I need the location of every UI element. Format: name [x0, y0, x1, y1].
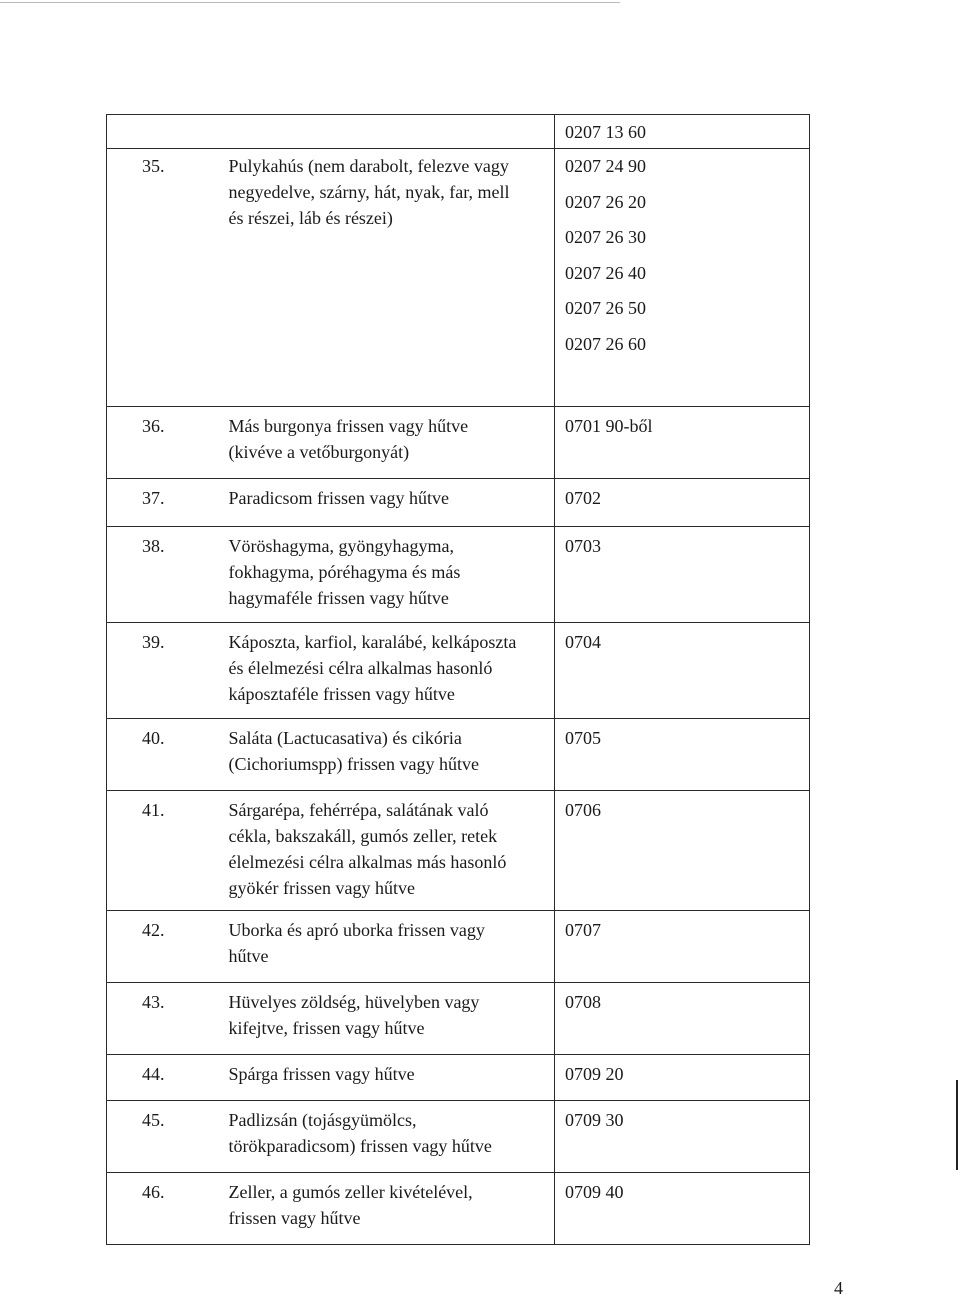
code-cell — [555, 791, 810, 911]
code-list — [555, 115, 809, 145]
row-number: 43. — [142, 992, 165, 1012]
code-cell — [555, 407, 810, 479]
code-cell — [555, 1101, 810, 1173]
row-number-cell — [107, 719, 217, 791]
row-number-cell — [107, 149, 217, 407]
row-number-cell — [107, 623, 217, 719]
description-line: Spárga frissen vagy hűtve — [228, 1064, 415, 1084]
row-number: 41. — [142, 800, 165, 820]
row-number: 42. — [142, 920, 165, 940]
row-description — [217, 149, 555, 231]
tariff-code: 0708 — [565, 992, 601, 1012]
description-cell — [217, 623, 555, 719]
description-line: Zeller, a gumós zeller kivételével, — [228, 1182, 473, 1202]
table-row — [107, 983, 810, 1055]
description-cell — [217, 1173, 555, 1245]
tariff-code: 0704 — [565, 632, 601, 652]
tariff-code: 0706 — [565, 800, 601, 820]
tariff-code: 0207 24 90 — [565, 156, 646, 176]
description-line: törökparadicsom) frissen vagy hűtve — [228, 1136, 492, 1156]
row-number: 38. — [142, 536, 165, 556]
description-cell — [217, 719, 555, 791]
row-description — [217, 1101, 555, 1159]
code-cell — [555, 1173, 810, 1245]
row-description — [217, 791, 555, 901]
description-line: Padlizsán (tojásgyümölcs, — [228, 1110, 417, 1130]
tariff-code: 0207 26 30 — [565, 227, 646, 247]
description-line: káposztaféle frissen vagy hűtve — [228, 684, 455, 704]
code-cell — [555, 911, 810, 983]
scan-top-rule — [0, 2, 620, 3]
description-line: Pulykahús (nem darabolt, felezve vagy — [228, 156, 509, 176]
page-number: 4 — [834, 1278, 843, 1298]
description-line: frissen vagy hűtve — [228, 1208, 361, 1228]
row-number — [107, 115, 217, 121]
code-cell — [555, 115, 810, 149]
description-line: és élelmezési célra alkalmas hasonló — [228, 658, 493, 678]
scan-edge-mark — [956, 1080, 958, 1170]
row-number: 40. — [142, 728, 165, 748]
row-number: 35. — [142, 156, 165, 176]
description-line: (Cichoriumspp) frissen vagy hűtve — [228, 754, 479, 774]
description-cell — [217, 479, 555, 527]
tariff-table — [106, 114, 810, 1245]
row-description — [217, 1055, 555, 1087]
row-number-cell — [107, 407, 217, 479]
code-list — [555, 1101, 809, 1133]
description-line: cékla, bakszakáll, gumós zeller, retek — [228, 826, 498, 846]
tariff-code: 0207 26 20 — [565, 191, 646, 212]
row-description — [217, 407, 555, 465]
description-line: élelmezési célra alkalmas más hasonló — [228, 852, 507, 872]
row-description — [217, 527, 555, 611]
code-list — [555, 983, 809, 1015]
tariff-code: 0207 26 50 — [565, 298, 646, 318]
table-row — [107, 1101, 810, 1173]
table-row — [107, 791, 810, 911]
tariff-table-body — [107, 115, 810, 1245]
description-cell — [217, 407, 555, 479]
table-row — [107, 1173, 810, 1245]
description-cell — [217, 115, 555, 149]
table-row — [107, 623, 810, 719]
code-list — [555, 1055, 809, 1087]
row-number-cell — [107, 115, 217, 149]
tariff-code: 0707 — [565, 920, 601, 940]
code-list — [555, 719, 809, 751]
table-row — [107, 115, 810, 149]
table-row — [107, 149, 810, 407]
description-line: Sárgarépa, fehérrépa, salátának való — [228, 800, 489, 820]
description-line: Vöröshagyma, gyöngyhagyma, — [228, 536, 454, 556]
row-number: 36. — [142, 416, 165, 436]
description-line: hűtve — [228, 946, 269, 966]
row-number-cell — [107, 1055, 217, 1101]
description-line: fokhagyma, póréhagyma és más — [228, 562, 461, 582]
description-line: Saláta (Lactucasativa) és cikória — [228, 728, 462, 748]
code-list — [555, 149, 809, 362]
code-list — [555, 623, 809, 655]
description-line: Más burgonya frissen vagy hűtve — [228, 416, 469, 436]
table-row — [107, 479, 810, 527]
tariff-code: 0705 — [565, 728, 601, 748]
row-description — [217, 719, 555, 777]
description-cell — [217, 1101, 555, 1173]
table-row — [107, 719, 810, 791]
description-line: hagymaféle frissen vagy hűtve — [228, 588, 449, 608]
tariff-code: 0702 — [565, 488, 601, 508]
description-cell — [217, 1055, 555, 1101]
tariff-code: 0703 — [565, 536, 601, 556]
tariff-code: 0709 30 — [565, 1110, 624, 1130]
code-cell — [555, 1055, 810, 1101]
row-number: 44. — [142, 1064, 165, 1084]
description-cell — [217, 791, 555, 911]
row-description — [217, 1173, 555, 1231]
tariff-code: 0207 26 40 — [565, 262, 646, 283]
tariff-code: 0709 20 — [565, 1064, 624, 1084]
row-number-cell — [107, 1173, 217, 1245]
code-list — [555, 527, 809, 559]
row-number-cell — [107, 791, 217, 911]
description-cell — [217, 527, 555, 623]
code-list — [555, 1173, 809, 1205]
row-description — [217, 115, 555, 121]
code-list — [555, 911, 809, 943]
table-row — [107, 407, 810, 479]
tariff-code: 0709 40 — [565, 1182, 624, 1202]
description-line: Káposzta, karfiol, karalábé, kelkáposzta — [228, 632, 517, 652]
description-line: gyökér frissen vagy hűtve — [228, 878, 415, 898]
row-number: 46. — [142, 1182, 165, 1202]
table-row — [107, 527, 810, 623]
row-number-cell — [107, 983, 217, 1055]
row-number: 39. — [142, 632, 165, 652]
description-line: Hüvelyes zöldség, hüvelyben vagy — [228, 992, 480, 1012]
code-list — [555, 791, 809, 823]
table-row — [107, 911, 810, 983]
row-number-cell — [107, 527, 217, 623]
code-cell — [555, 983, 810, 1055]
row-number-cell — [107, 911, 217, 983]
code-cell — [555, 479, 810, 527]
code-cell — [555, 719, 810, 791]
description-line: Uborka és apró uborka frissen vagy — [228, 920, 485, 940]
description-line: (kivéve a vetőburgonyát) — [228, 442, 410, 462]
code-cell — [555, 623, 810, 719]
code-list — [555, 407, 809, 439]
row-number: 45. — [142, 1110, 165, 1130]
row-description — [217, 983, 555, 1041]
description-cell — [217, 911, 555, 983]
row-description — [217, 911, 555, 969]
row-description — [217, 479, 555, 511]
description-cell — [217, 149, 555, 407]
description-line: és részei, láb és részei) — [228, 208, 393, 228]
row-number-cell — [107, 1101, 217, 1173]
description-line: negyedelve, szárny, hát, nyak, far, mell — [228, 182, 510, 202]
code-cell — [555, 149, 810, 407]
tariff-code: 0701 90-ből — [565, 416, 653, 436]
table-row — [107, 1055, 810, 1101]
row-number-cell — [107, 479, 217, 527]
tariff-code: 0207 13 60 — [565, 122, 646, 142]
code-list — [555, 479, 809, 511]
row-description — [217, 623, 555, 707]
description-line: Paradicsom frissen vagy hűtve — [228, 488, 449, 508]
tariff-code: 0207 26 60 — [565, 333, 646, 354]
code-cell — [555, 527, 810, 623]
description-cell — [217, 983, 555, 1055]
description-line: kifejtve, frissen vagy hűtve — [228, 1018, 425, 1038]
row-number: 37. — [142, 488, 165, 508]
